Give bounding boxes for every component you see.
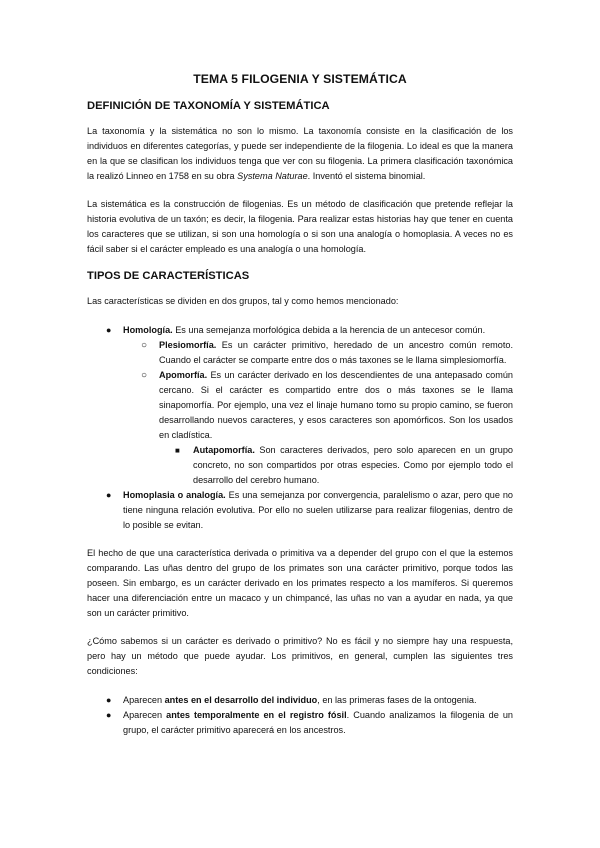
bullet-icon: ● (106, 695, 112, 705)
paragraph-sistematica: La sistemática es la construcción de filogenias. Es un método de clasificación que pretende reflejar la historia evolutiva de un taxón; es decir, la filogenia. Para realizar estas historias hay que tener en cuenta los caracteres que se utilizan, si son una homología o si son una analogía o homoplasia. A veces no es fácil saber si el carácter empleado es una analogía o una homología. (87, 199, 513, 254)
sublist-apomorfia (159, 443, 513, 488)
paragraph-unas: El hecho de que una característica derivada o primitiva va a depender del grupo con el que la estemos comparando. Las uñas dentro del grupo de los primates son una carácter primitivo, porque todos las poseen. Sin embargo, es un carácter derivado en los primates respecto a los mamíferos. Si queremos hacer una diferenciación entre un macaco y un chimpancé, las uñas no van a ayudar en nada, ya que son un carácter primitivo. (87, 548, 513, 618)
circle-bullet-icon: ○ (141, 370, 148, 381)
list-item-homologia: ● Homología. Es una semejanza morfológica debida a la herencia de un antecesor común. ○ Plesiomorfía. Es un carácter primitivo, heredado de un ancestro común remoto. Cuando el carácter se comparte entre dos o más taxones se le llama simplesiomorfía. ○ Apomorfía. Es un carácter derivado en los descendientes de una antepasado común cercano. Si el carácter es compartido entre dos o más taxones se le llama sinapomorfía. Por ejemplo, una vez el linaje humano tomo su propio camino, se fueron desarrollando nuevos caracteres, y esos caracteres son apomórficos. Son los usados en cladística. ■ Autapomorfía. Son caracteres derivados, pero solo aparecen en un grupo concreto, no son compartidos por otras especies. Como por ejemplo todo el desarrollo del cerebro humano. (123, 323, 513, 488)
list-item-condicion-1: ● Aparecen antes en el desarrollo del individuo, en las primeras fases de la ontogenia. (123, 693, 513, 708)
list-item-autapomorfia: ■ Autapomorfía. Son caracteres derivados, pero solo aparecen en un grupo concreto, no son compartidos por otras especies. Como por ejemplo todo el desarrollo del cerebro humano. (175, 445, 513, 485)
book-title: Systema Naturae (237, 171, 308, 181)
sublist-homologia (123, 338, 513, 488)
section-heading-definicion: DEFINICIÓN DE TAXONOMÍA Y SISTEMÁTICA (87, 100, 330, 112)
list-item-plesiomorfia: ○ Plesiomorfía. Es un carácter primitivo, heredado de un ancestro común remoto. Cuando el carácter se comparte entre dos o más taxones se le llama simplesiomorfía. (141, 340, 513, 365)
bullet-icon: ● (106, 325, 112, 335)
section-heading-tipos: TIPOS DE CARACTERÍSTICAS (87, 270, 250, 282)
bullet-icon: ● (106, 490, 112, 500)
paragraph-intro: Las características se dividen en dos grupos, tal y como hemos mencionado: (87, 296, 399, 306)
paragraph-pregunta: ¿Cómo sabemos si un carácter es derivado o primitivo? No es fácil y no siempre hay una respuesta, pero hay un método que puede ayudar. Los primitivos, en general, cumplen las siguientes tres condiciones: (87, 636, 513, 676)
bullet-icon: ● (106, 710, 112, 720)
list-item-condicion-2: ● Aparecen antes temporalmente en el registro fósil. Cuando analizamos la filogenia de un grupo, el carácter primitivo aparecerá en los ancestros. (106, 710, 514, 735)
page-title: TEMA 5 FILOGENIA Y SISTEMÁTICA (193, 72, 407, 86)
conditions-list (87, 693, 513, 738)
paragraph-taxonomia: La taxonomía y la sistemática no son lo mismo. La taxonomía consiste en la clasificación de los individuos en diferentes categorías, y puede ser independiente de la filogenia. Lo ideal es que la manera en la que se clasifican los individuos tenga que ver con su filogenia. La primera clasificación taxonómica la realizó Linneo en 1758 en su obra Systema Naturae. Inventó el sistema binomial. (87, 126, 513, 181)
list-item-apomorfia: ○ Apomorfía. Es un carácter derivado en los descendientes de una antepasado común cercano. Si el carácter es compartido entre dos o más taxones se le llama sinapomorfía. Por ejemplo, una vez el linaje humano tomo su propio camino, se fueron desarrollando nuevos caracteres, y esos caracteres son apomórficos. Son los usados en cladística. ■ Autapomorfía. Son caracteres derivados, pero solo aparecen en un grupo concreto, no son compartidos por otras especies. Como por ejemplo todo el desarrollo del cerebro humano. (159, 368, 513, 488)
list-item-homoplasia: ● Homoplasia o analogía. Es una semejanza por convergencia, paralelismo o azar, pero que no tiene ninguna relación evolutiva. Por ello no suelen utilizarse para realizar filogenias, dentro de lo posible se evitan. (106, 490, 514, 530)
characteristics-list (87, 323, 513, 533)
circle-bullet-icon: ○ (141, 340, 148, 351)
square-bullet-icon: ■ (175, 446, 180, 455)
